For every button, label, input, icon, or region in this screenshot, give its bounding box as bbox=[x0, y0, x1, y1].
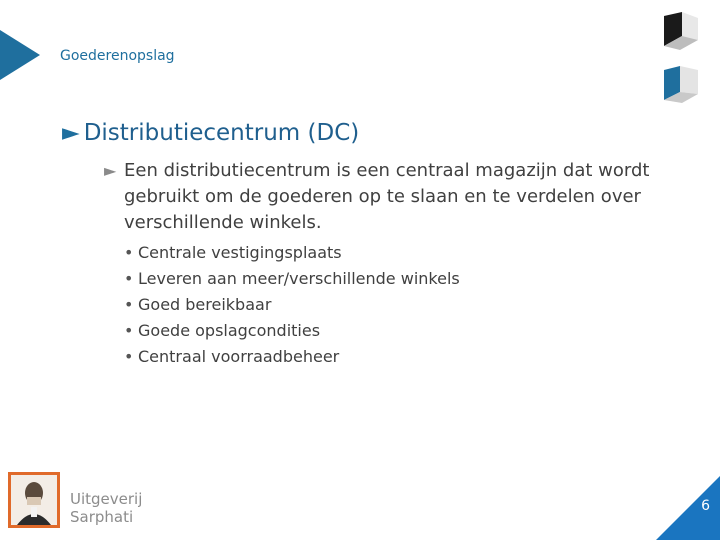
list-item: • Centraal voorraadbeheer bbox=[124, 344, 460, 370]
section-heading bbox=[62, 120, 359, 146]
bullet-icon: • bbox=[124, 321, 134, 340]
list-item: • Leveren aan meer/verschillende winkels bbox=[124, 266, 460, 292]
decorative-cubes bbox=[662, 10, 702, 105]
bullet-icon: • bbox=[124, 347, 134, 366]
bullet-icon: • bbox=[124, 269, 134, 288]
publisher-logo bbox=[8, 472, 148, 532]
slide-number: 6 bbox=[701, 498, 710, 514]
subpoint-arrow-icon: ► bbox=[104, 161, 117, 180]
logo-wordmark: Uitgeverij Sarphati bbox=[70, 490, 143, 526]
subpoint-text: Een distributiecentrum is een centraal magazijn dat wordt gebruikt om de goederen op te slaan en te verdelen over verschillende winkels. bbox=[124, 160, 650, 233]
subpoint bbox=[104, 158, 664, 236]
portrait-icon bbox=[8, 472, 60, 528]
heading-text: Distributiecentrum (DC) bbox=[83, 120, 360, 146]
list-item: • Goed bereikbaar bbox=[124, 292, 460, 318]
slide-number-badge bbox=[656, 476, 720, 540]
bullet-list bbox=[124, 240, 460, 370]
header-title: Goederenopslag bbox=[60, 48, 175, 64]
list-item: • Centrale vestigingsplaats bbox=[124, 240, 460, 266]
bullet-icon: • bbox=[124, 295, 134, 314]
list-item: • Goede opslagcondities bbox=[124, 318, 460, 344]
heading-arrow-icon: ► bbox=[62, 120, 80, 146]
bullet-icon: • bbox=[124, 243, 134, 262]
corner-arrow-shape bbox=[0, 30, 40, 80]
